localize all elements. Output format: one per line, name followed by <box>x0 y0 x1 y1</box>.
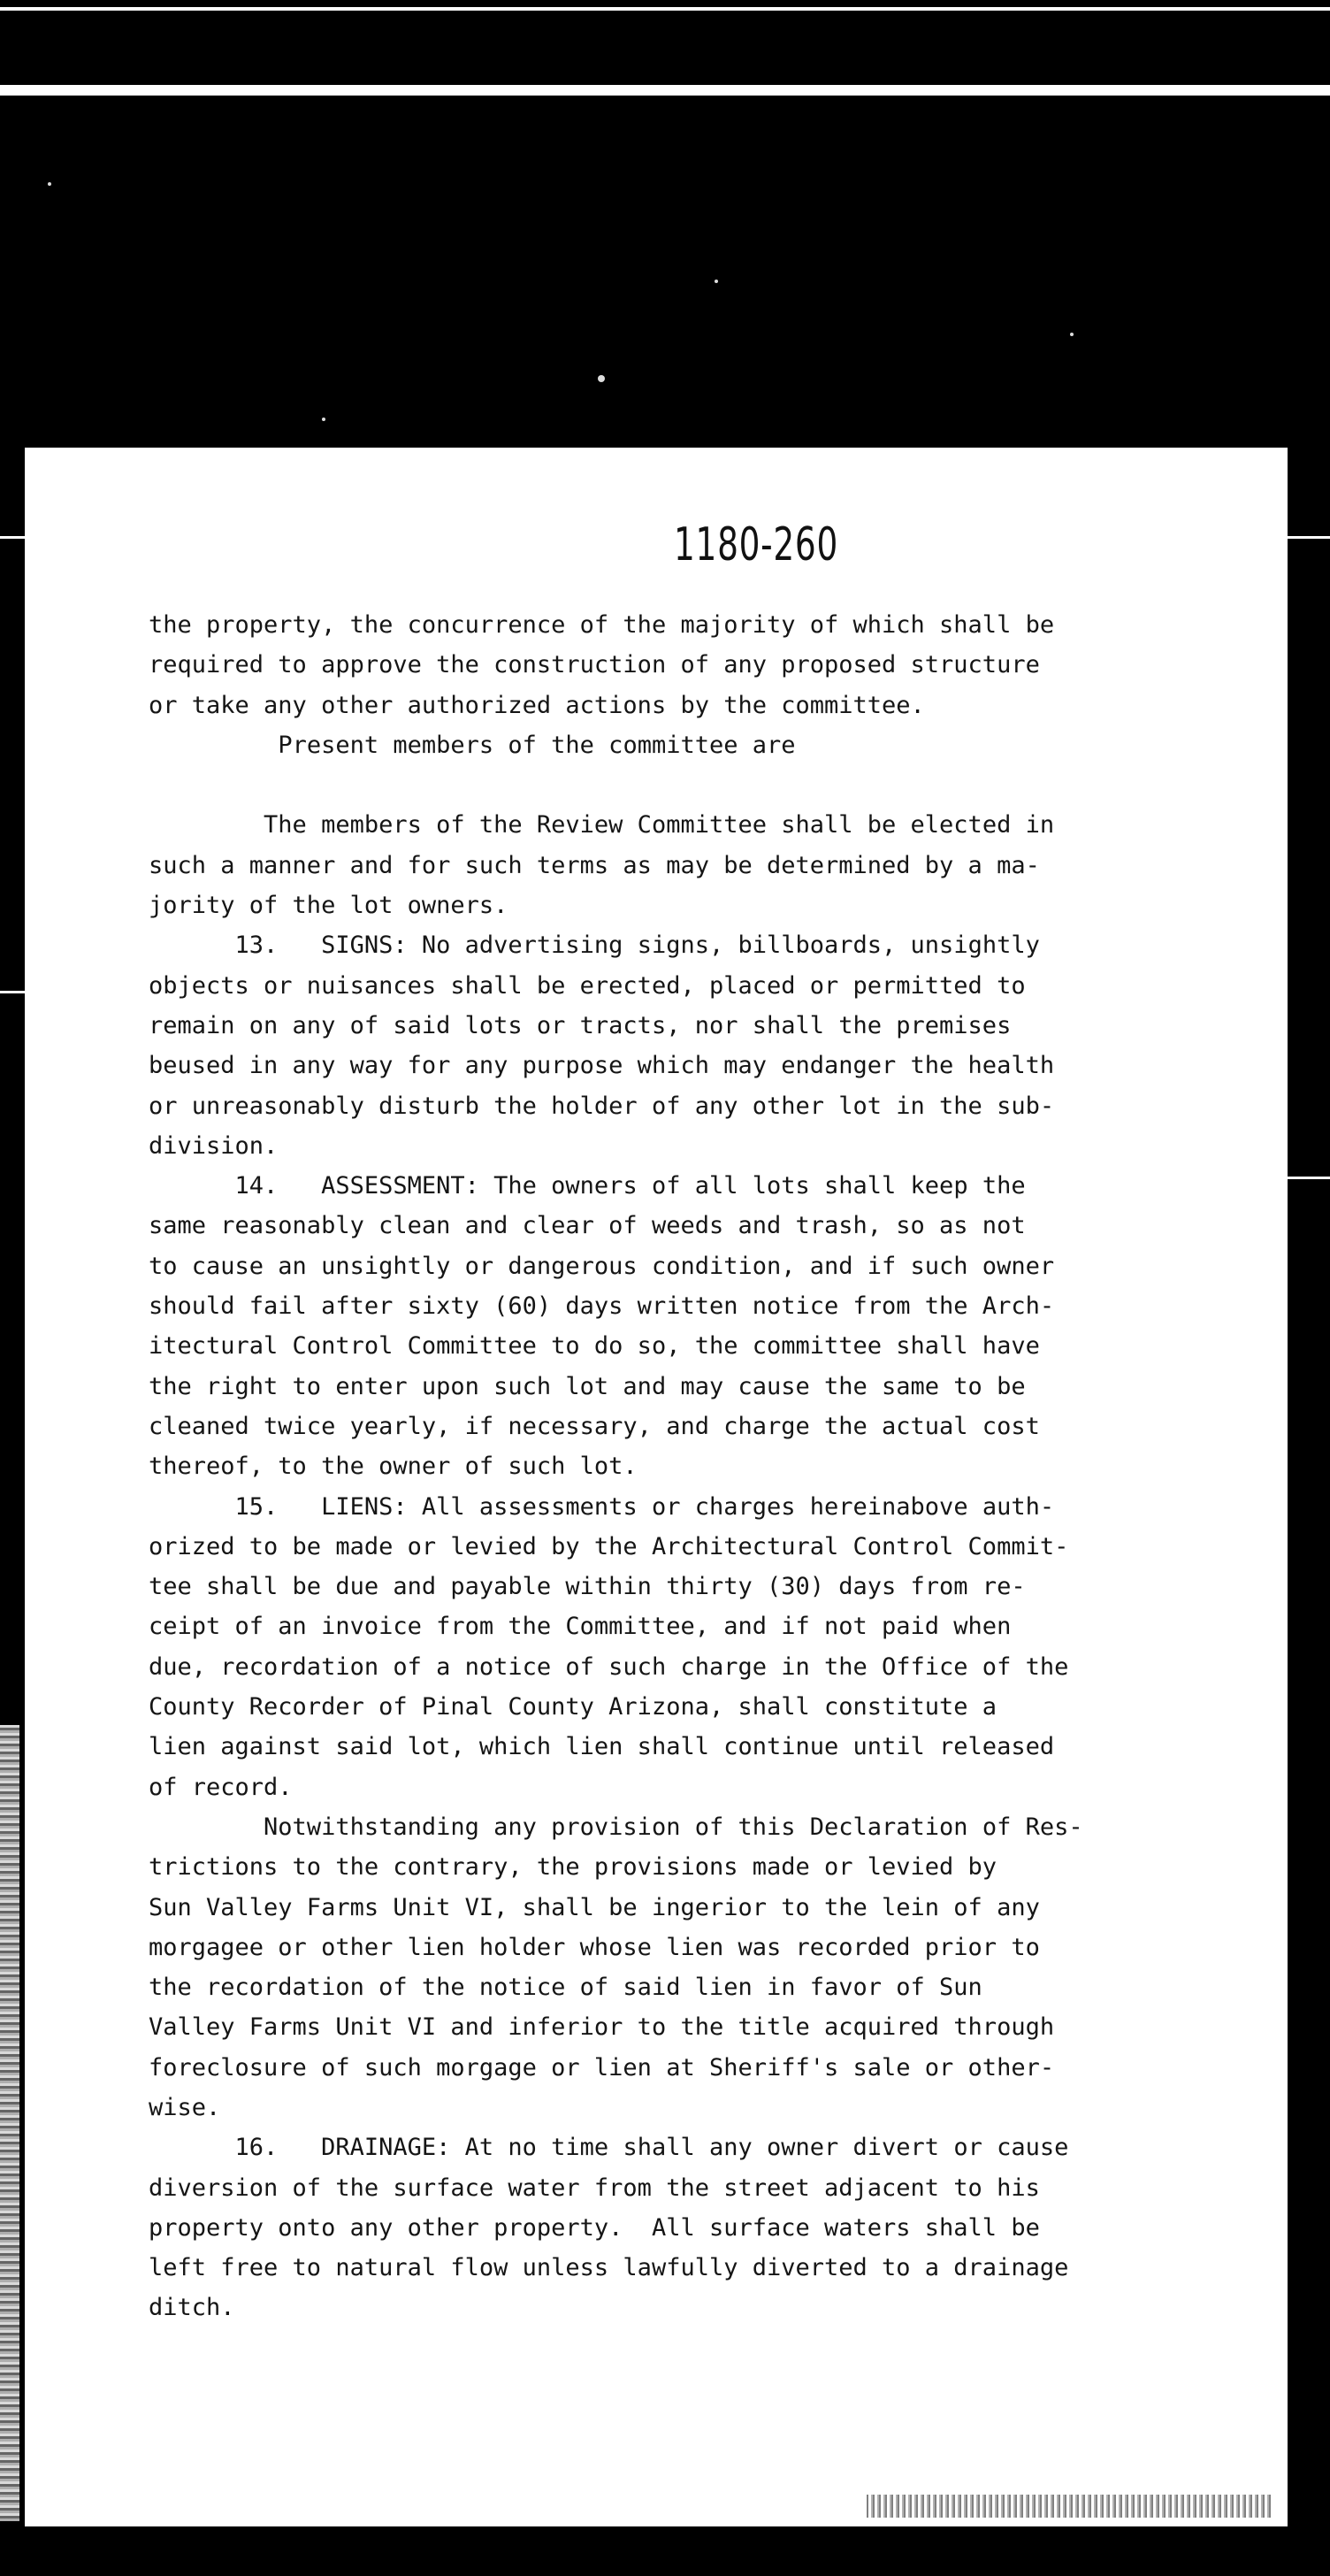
right-margin-mark <box>1288 1177 1330 1179</box>
document-line <box>149 1246 1148 1286</box>
document-line <box>149 1567 1148 1606</box>
line-indent <box>149 1172 235 1200</box>
left-margin-mark <box>0 536 27 539</box>
document-line <box>149 1647 1148 1687</box>
document-line <box>149 2168 1148 2208</box>
scan-speck <box>1070 333 1074 336</box>
line-text: 14. ASSESSMENT: The owners of all lots shall keep the <box>234 1172 1026 1200</box>
document-line <box>149 1407 1148 1446</box>
document-line <box>149 1367 1148 1407</box>
line-text: Notwithstanding any provision of this Declaration of Res- <box>264 1813 1083 1841</box>
line-text: same reasonably clean and clear of weeds and trash, so as not <box>149 1212 1026 1240</box>
line-text: should fail after sixty (60) days written notice from the Arch- <box>149 1292 1055 1321</box>
line-text: to cause an unsightly or dangerous condition, and if such owner <box>149 1252 1055 1280</box>
page-number: 1180-260 <box>674 518 839 571</box>
document-line <box>149 1206 1148 1246</box>
scan-speck <box>598 375 605 382</box>
document-line <box>149 1006 1148 1046</box>
line-text: division. <box>149 1131 279 1160</box>
line-text: trictions to the contrary, the provisions made or levied by <box>149 1853 998 1882</box>
left-margin-mark <box>0 991 27 993</box>
line-text: tee shall be due and payable within thirty (30) days from re- <box>149 1573 1026 1601</box>
line-indent <box>149 932 235 959</box>
document-line <box>149 1286 1148 1326</box>
document-line <box>149 725 1148 765</box>
document-line <box>149 1126 1148 1166</box>
document-line <box>149 645 1148 685</box>
line-text: itectural Control Committee to do so, the committee shall have <box>149 1332 1040 1361</box>
document-line <box>149 1487 1148 1527</box>
line-text: such a manner and for such terms as may be determined by a ma- <box>149 851 1040 879</box>
line-text: County Recorder of Pinal County Arizona, shall constitute a <box>149 1693 998 1721</box>
document-line <box>149 1086 1148 1126</box>
line-indent <box>149 1493 235 1521</box>
line-text: cleaned twice yearly, if necessary, and charge the actual cost <box>149 1412 1040 1440</box>
line-text: morgagee or other lien holder whose lien was recorded prior to <box>149 1933 1040 1961</box>
document-line <box>149 1967 1148 2007</box>
top-scan-line <box>0 7 1330 11</box>
line-text: Sun Valley Farms Unit VI, shall be ingerior to the lein of any <box>149 1893 1040 1921</box>
document-line <box>149 1166 1148 1206</box>
document-line <box>149 1606 1148 1646</box>
document-line <box>149 605 1148 645</box>
line-text: 16. DRAINAGE: At no time shall any owner divert or cause <box>234 2134 1069 2162</box>
line-text: jority of the lot owners. <box>149 892 508 920</box>
document-line <box>149 886 1148 925</box>
line-text: the recordation of the notice of said lien in favor of Sun <box>149 1974 982 2002</box>
line-text: orized to be made or levied by the Architectural Control Commit- <box>149 1532 1069 1560</box>
line-text: wise. <box>149 2093 221 2121</box>
document-line <box>149 2088 1148 2128</box>
right-margin-mark <box>1288 536 1330 539</box>
document-line <box>149 2248 1148 2288</box>
line-text: ceipt of an invoice from the Committee, and if not paid when <box>149 1613 1012 1641</box>
left-edge-scan-artifacts <box>0 1725 19 2521</box>
line-text: thereof, to the owner of such lot. <box>149 1453 638 1481</box>
document-line <box>149 2208 1148 2248</box>
document-line <box>149 805 1148 845</box>
line-text: or unreasonably disturb the holder of any other lot in the sub- <box>149 1092 1055 1120</box>
scan-speck <box>322 418 325 421</box>
document-body-text <box>149 605 1148 2328</box>
document-line <box>149 2007 1148 2047</box>
line-text: due, recordation of a notice of such charge in the Office of the <box>149 1652 1069 1681</box>
line-text: lien against said lot, which lien shall continue until released <box>149 1733 1055 1761</box>
line-text: the right to enter upon such lot and may cause the same to be <box>149 1372 1026 1400</box>
line-text: beused in any way for any purpose which may endanger the health <box>149 1052 1055 1080</box>
document-line <box>149 1326 1148 1366</box>
document-line <box>149 1727 1148 1767</box>
scan-border-rule <box>0 85 1330 96</box>
line-text: of record. <box>149 1773 293 1801</box>
document-line <box>149 2288 1148 2327</box>
line-text: required to approve the construction of any proposed structure <box>149 651 1040 679</box>
line-text: left free to natural flow unless lawfully diverted to a drainage <box>149 2254 1069 2282</box>
line-text: 15. LIENS: All assessments or charges hereinabove auth- <box>234 1492 1055 1521</box>
bottom-scan-artifacts <box>867 2495 1273 2518</box>
document-line <box>149 966 1148 1006</box>
line-indent <box>149 811 264 839</box>
document-line <box>149 1847 1148 1887</box>
document-line <box>149 846 1148 886</box>
document-line <box>149 1767 1148 1807</box>
document-line <box>149 765 1148 805</box>
document-line <box>149 925 1148 965</box>
line-indent <box>149 2134 235 2161</box>
document-line <box>149 2128 1148 2167</box>
line-text: or take any other authorized actions by the committee. <box>149 691 925 719</box>
line-indent <box>149 1813 264 1841</box>
document-line <box>149 1928 1148 1967</box>
line-text: objects or nuisances shall be erected, placed or permitted to <box>149 971 1026 1000</box>
line-text: Present members of the committee are <box>278 731 796 759</box>
line-text: ditch. <box>149 2294 235 2322</box>
line-indent <box>149 732 278 759</box>
scan-speck <box>715 280 718 283</box>
document-line <box>149 1888 1148 1928</box>
document-line <box>149 1446 1148 1486</box>
line-text: Valley Farms Unit VI and inferior to the title acquired through <box>149 2013 1055 2042</box>
line-text: property onto any other property. All surface waters shall be <box>149 2213 1040 2242</box>
line-text: foreclosure of such morgage or lien at Sheriff's sale or other- <box>149 2053 1055 2082</box>
document-line <box>149 686 1148 725</box>
document-line <box>149 1046 1148 1085</box>
scan-speck <box>48 182 51 186</box>
line-text: the property, the concurrence of the majority of which shall be <box>149 611 1055 639</box>
document-line <box>149 1527 1148 1567</box>
line-text: diversion of the surface water from the street adjacent to his <box>149 2174 1040 2202</box>
line-text: remain on any of said lots or tracts, nor shall the premises <box>149 1011 1012 1039</box>
document-line <box>149 2048 1148 2088</box>
document-line <box>149 1687 1148 1727</box>
line-text: The members of the Review Committee shall be elected in <box>264 811 1055 840</box>
line-text: 13. SIGNS: No advertising signs, billboards, unsightly <box>234 932 1040 960</box>
document-line <box>149 1807 1148 1847</box>
